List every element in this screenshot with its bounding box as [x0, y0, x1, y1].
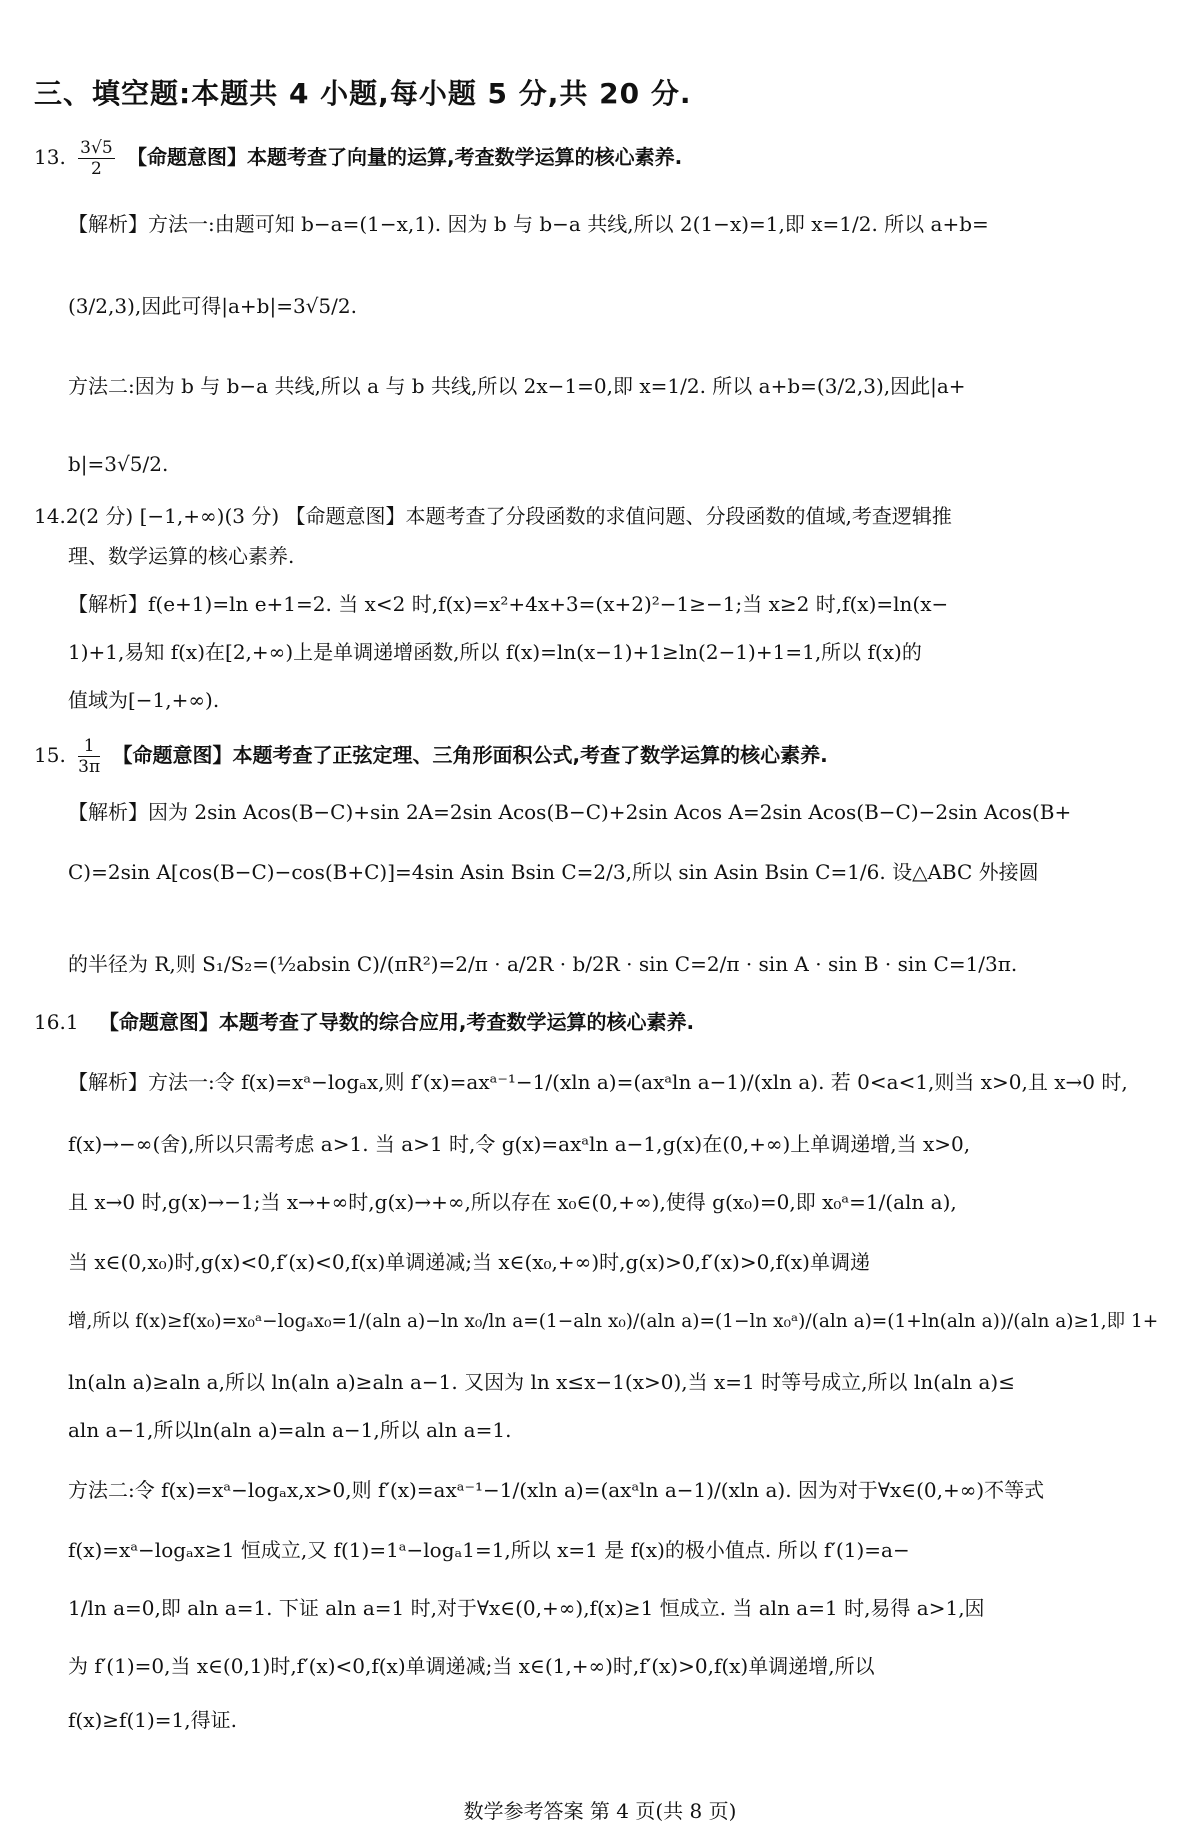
q15-header	[34, 736, 1134, 777]
q15-answer-numerator: 1	[78, 736, 100, 757]
q16-line-10: 1/ln a=0,即 aln a=1. 下证 aln a=1 时,对于∀x∈(0,+∞),f(x)≥1 恒成立. 当 aln a=1 时,易得 a>1,因	[68, 1596, 985, 1620]
q15-answer-denominator: 3π	[78, 757, 101, 777]
q14-header	[34, 500, 1134, 532]
q15-line-1: 【解析】因为 2sin Acos(B−C)+sin 2A=2sin Acos(B−C)+2sin Acos A=2sin Acos(B−C)−2sin Acos(B+	[68, 800, 1072, 824]
q13-answer-numerator: 3√5	[80, 138, 113, 158]
q16-line-7: aln a−1,所以ln(aln a)=aln a−1,所以 aln a=1.	[68, 1418, 512, 1442]
q16-line-8: 方法二:令 f(x)=xᵃ−logₐx,x>0,则 f′(x)=axᵃ⁻¹−1/(xln a)=(axᵃln a−1)/(xln a). 因为对于∀x∈(0,+∞)不等式	[68, 1478, 1045, 1502]
q14-line-1: 2(2 分) [−1,+∞)(3 分) 【命题意图】本题考查了分段函数的求值问题、分段函数的值域,考查逻辑推	[65, 504, 952, 528]
q14-number: 14.	[34, 504, 66, 528]
q13-intent: 【命题意图】本题考查了向量的运算,考查数学运算的核心素养.	[127, 145, 683, 169]
q14-line-4: 1)+1,易知 f(x)在[2,+∞)上是单调递增函数,所以 f(x)=ln(x−1)+1≥ln(2−1)+1=1,所以 f(x)的	[68, 640, 922, 664]
q16-answer: 1	[65, 1010, 79, 1034]
q16-line-9: f(x)=xᵃ−logₐx≥1 恒成立,又 f(1)=1ᵃ−logₐ1=1,所以 x=1 是 f(x)的极小值点. 所以 f′(1)=a−	[68, 1538, 910, 1562]
q16-line-3: 且 x→0 时,g(x)→−1;当 x→+∞时,g(x)→+∞,所以存在 x₀∈(0,+∞),使得 g(x₀)=0,即 x₀ᵃ=1/(aln a),	[68, 1190, 957, 1214]
q16-line-5: 增,所以 f(x)≥f(x₀)=x₀ᵃ−logₐx₀=1/(aln a)−ln x₀/ln a=(1−aln x₀)/(aln a)=(1−ln x₀ᵃ)/(aln a)=(1+ln(aln a))/(aln a)≥1,即 1+	[68, 1311, 1159, 1332]
q16-line-12: f(x)≥f(1)=1,得证.	[68, 1708, 237, 1732]
q15-line-2: C)=2sin A[cos(B−C)−cos(B+C)]=4sin Asin Bsin C=2/3,所以 sin Asin Bsin C=1/6. 设△ABC 外接圆	[68, 860, 1039, 884]
q14-line-5: 值域为[−1,+∞).	[68, 688, 220, 712]
q13-line-2: (3/2,3),因此可得|a+b|=3√5/2.	[68, 294, 357, 318]
q15-answer	[78, 736, 100, 777]
q13-number: 13.	[34, 145, 66, 169]
q16-line-6: ln(aln a)≥aln a,所以 ln(aln a)≥aln a−1. 又因为 ln x≤x−1(x>0),当 x=1 时等号成立,所以 ln(aln a)≤	[68, 1370, 1015, 1394]
section-title: 三、填空题:本题共 4 小题,每小题 5 分,共 20 分.	[34, 77, 692, 110]
q15-intent: 【命题意图】本题考查了正弦定理、三角形面积公式,考查了数学运算的核心素养.	[112, 743, 828, 767]
q15-number: 15.	[34, 743, 66, 767]
q13-answer-denominator: 2	[90, 159, 102, 179]
q13-line-4: b|=3√5/2.	[68, 452, 169, 476]
q13-header	[34, 138, 1134, 179]
q16-line-4: 当 x∈(0,x₀)时,g(x)<0,f′(x)<0,f(x)单调递减;当 x∈(x₀,+∞)时,g(x)>0,f′(x)>0,f(x)单调递	[68, 1250, 870, 1274]
q13-answer	[78, 138, 114, 179]
q16-line-1: 【解析】方法一:令 f(x)=xᵃ−logₐx,则 f′(x)=axᵃ⁻¹−1/(xln a)=(axᵃln a−1)/(xln a). 若 0<a<1,则当 x>0,且 x→0 时,	[68, 1070, 1128, 1094]
q16-line-2: f(x)→−∞(舍),所以只需考虑 a>1. 当 a>1 时,令 g(x)=axᵃln a−1,g(x)在(0,+∞)上单调递增,当 x>0,	[68, 1132, 971, 1156]
page-footer: 数学参考答案 第 4 页(共 8 页)	[463, 1799, 737, 1823]
q16-intent: 【命题意图】本题考查了导数的综合应用,考查数学运算的核心素养.	[98, 1010, 695, 1034]
q14-line-3: 【解析】f(e+1)=ln e+1=2. 当 x<2 时,f(x)=x²+4x+3=(x+2)²−1≥−1;当 x≥2 时,f(x)=ln(x−	[68, 592, 949, 616]
q15-line-3: 的半径为 R,则 S₁/S₂=(½absin C)/(πR²)=2/π · a/2R · b/2R · sin C=2/π · sin A · sin B · sin C=1/3π.	[68, 952, 1018, 976]
q13-line-1: 【解析】方法一:由题可知 b−a=(1−x,1). 因为 b 与 b−a 共线,所以 2(1−x)=1,即 x=1/2. 所以 a+b=	[68, 212, 989, 236]
q16-number: 16.	[34, 1010, 66, 1034]
q16-line-11: 为 f′(1)=0,当 x∈(0,1)时,f′(x)<0,f(x)单调递减;当 x∈(1,+∞)时,f′(x)>0,f(x)单调递增,所以	[68, 1654, 875, 1678]
q14-line-2: 理、数学运算的核心素养.	[68, 544, 295, 568]
q13-line-3: 方法二:因为 b 与 b−a 共线,所以 a 与 b 共线,所以 2x−1=0,即 x=1/2. 所以 a+b=(3/2,3),因此|a+	[68, 374, 966, 398]
q16-header	[34, 1006, 1134, 1038]
